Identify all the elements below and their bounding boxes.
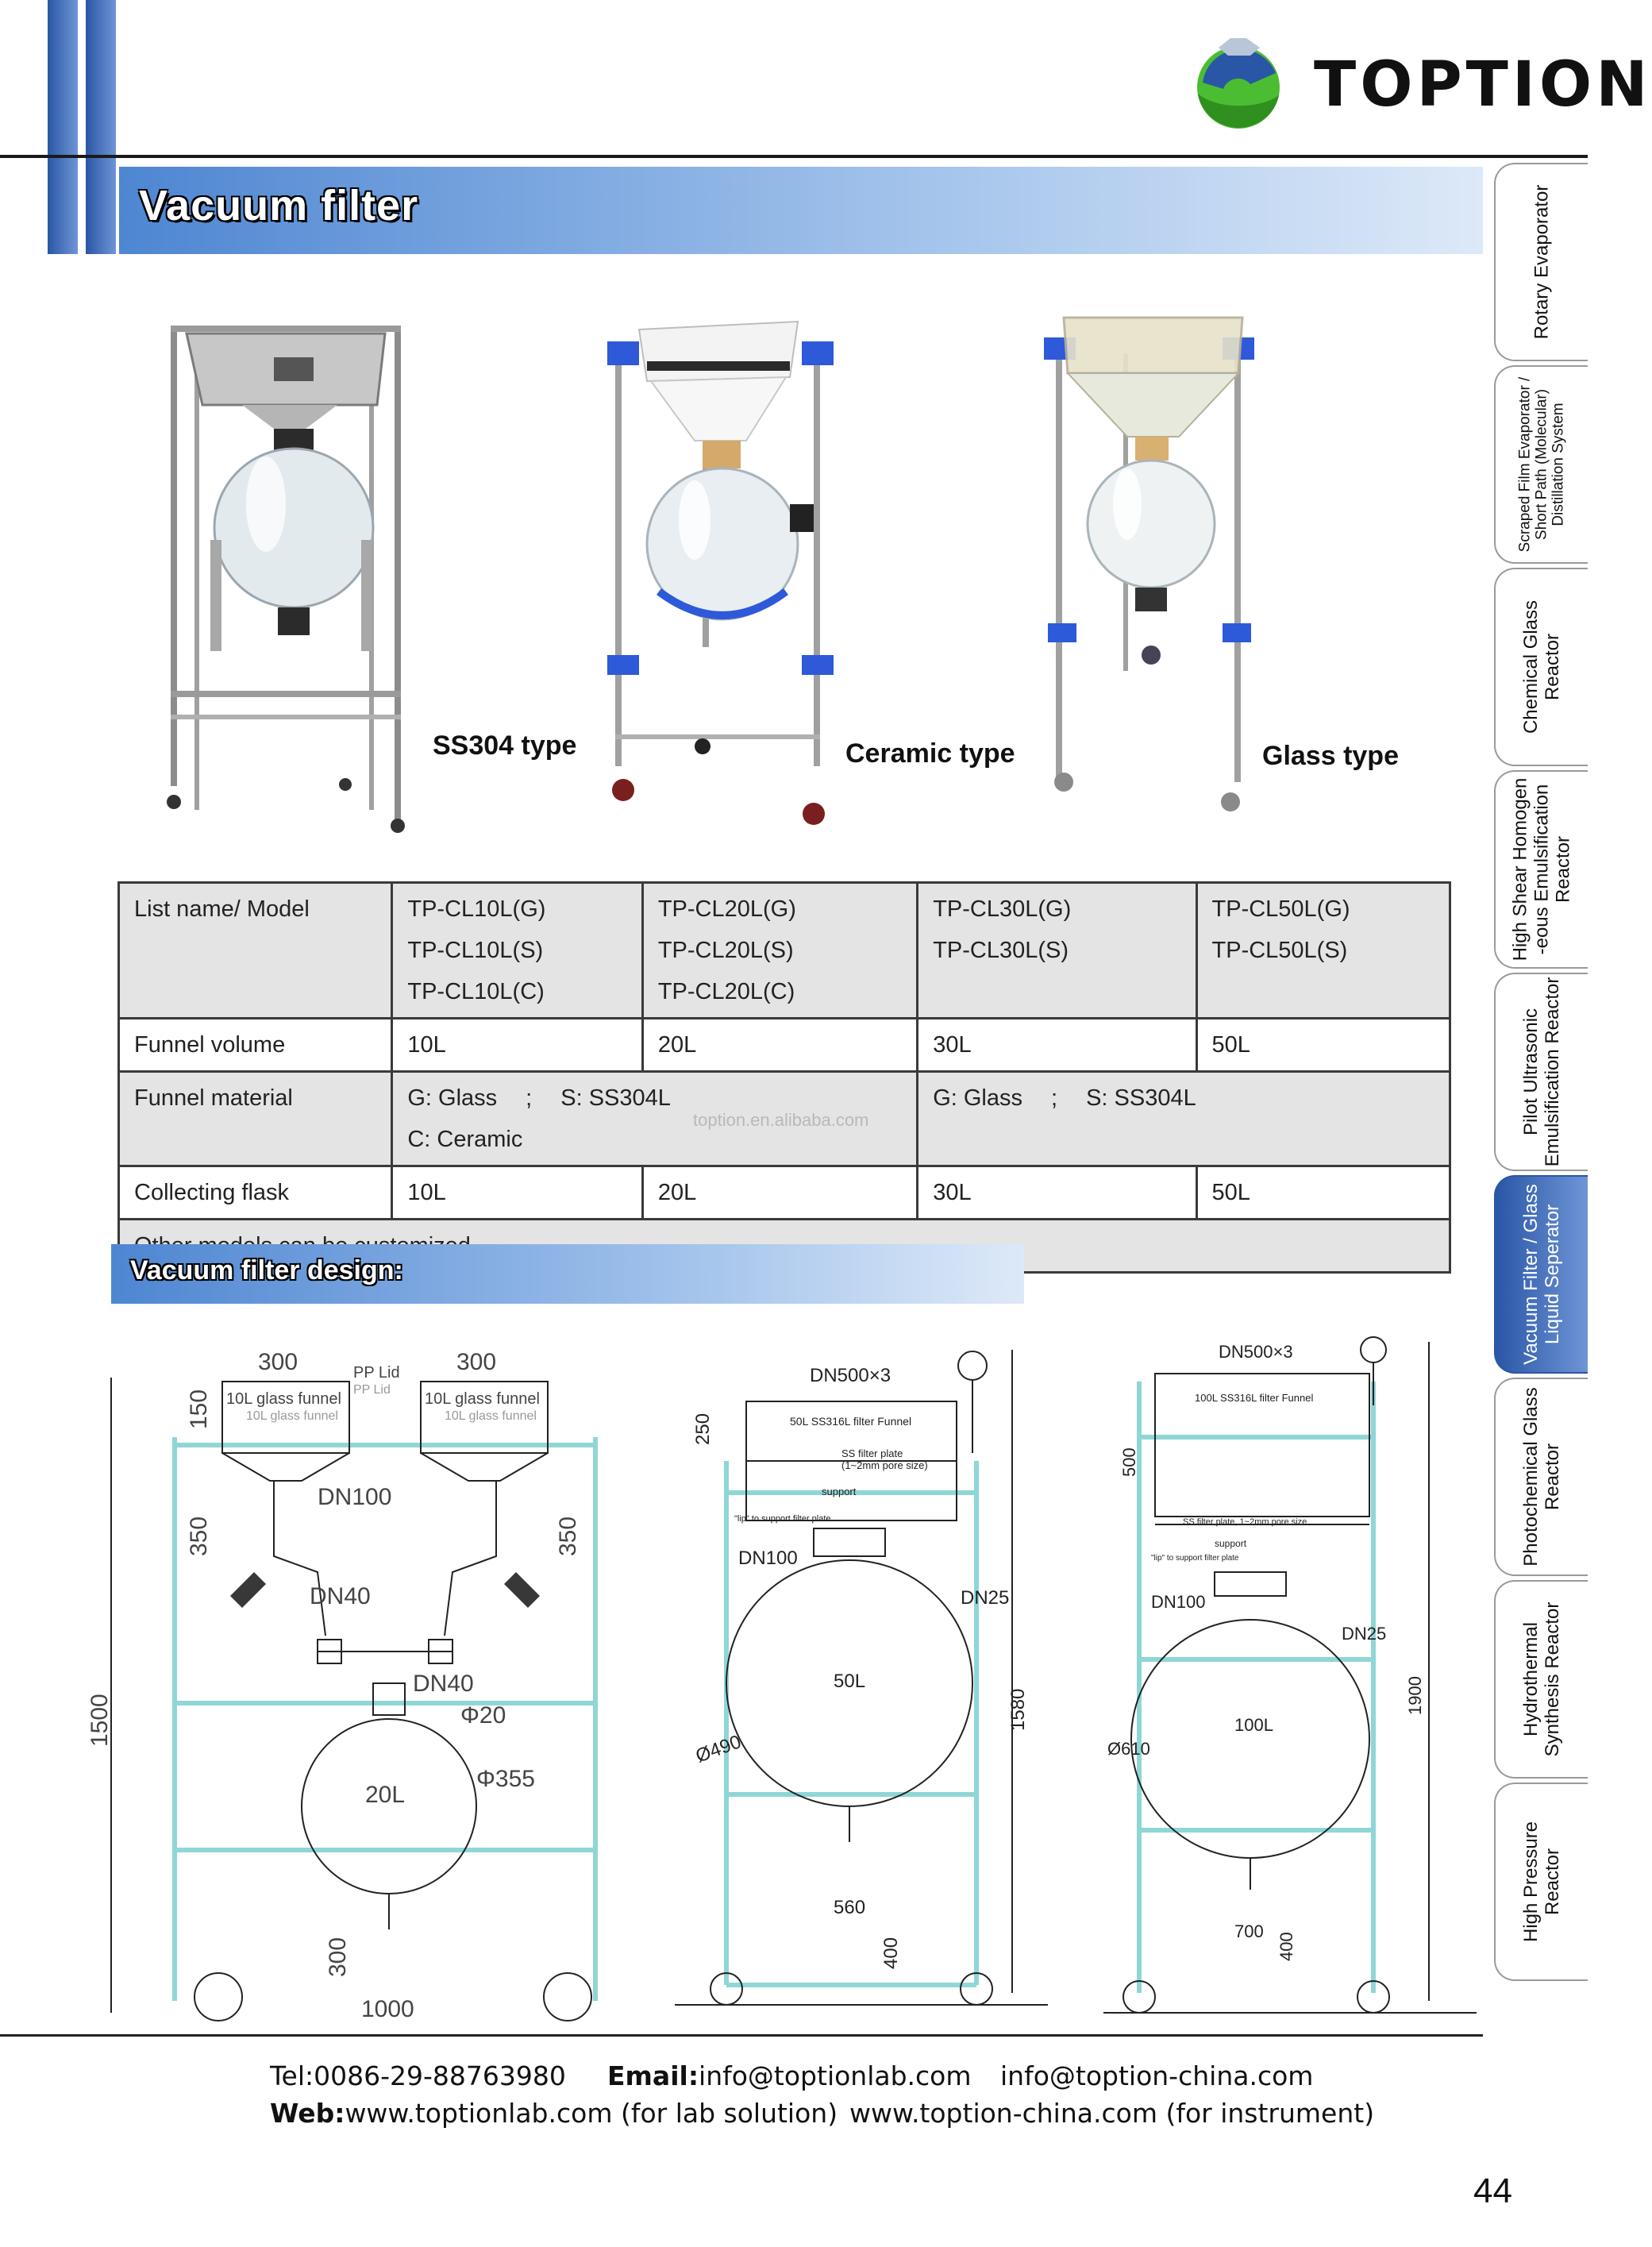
- dim-dn500: DN500×3: [1219, 1342, 1293, 1362]
- model-name: TP-CL30L(G): [933, 896, 1072, 922]
- table-cell: 50L: [1196, 1166, 1450, 1220]
- tel-label: Tel:: [270, 2060, 314, 2091]
- material-steel: S: SS304L: [1086, 1085, 1196, 1111]
- table-cell-models-10l: [392, 883, 642, 1019]
- side-tab-vacuum-filter[interactable]: [1494, 1175, 1588, 1374]
- contact-email-1: [607, 2060, 972, 2091]
- contact-web-2: [849, 2098, 1374, 2129]
- dim-1500: 1500: [87, 1694, 113, 1747]
- funnel-label-50l: 50L SS316L filter Funnel: [790, 1415, 912, 1428]
- web-link-2[interactable]: www.toption-china.com (for instrument): [849, 2098, 1375, 2129]
- side-tab-chemical-glass-reactor[interactable]: [1494, 568, 1588, 766]
- side-tab-label: High Shear Homogen -eous Emulsification Reactor: [1509, 777, 1574, 962]
- contact-email-2: [1000, 2060, 1313, 2091]
- dim-1000: 1000: [361, 1996, 414, 2022]
- table-cell: 10L: [392, 1019, 642, 1072]
- table-cell-models-50l: [1196, 883, 1450, 1019]
- product-ceramic: [583, 306, 1015, 846]
- product-label-ss304: SS304 type: [433, 730, 577, 761]
- support-label: support: [1215, 1538, 1247, 1549]
- dim-400: 400: [1277, 1932, 1296, 1961]
- tel-value: 0086-29-88763980: [314, 2060, 566, 2091]
- side-tab-photochemical-reactor[interactable]: [1494, 1378, 1588, 1576]
- table-row-funnel-volume: [119, 1019, 1450, 1072]
- drawing-20l-design: [87, 1334, 643, 2033]
- brand-logo: [1187, 32, 1652, 135]
- dim-400: 400: [880, 1937, 902, 1969]
- material-glass: G: Glass: [933, 1085, 1022, 1111]
- model-name: TP-CL50L(S): [1211, 938, 1348, 963]
- funnel-label-100l: 100L SS316L filter Funnel: [1195, 1392, 1314, 1404]
- dim-dn40-upper: DN40: [310, 1583, 371, 1609]
- filter-plate-label: SS filter plate: [841, 1447, 903, 1459]
- web-label: Web:: [270, 2098, 345, 2129]
- dim-dn25: DN25: [961, 1587, 1010, 1609]
- model-name: TP-CL50L(G): [1211, 896, 1350, 922]
- filter-pore-label: (1~2mm pore size): [841, 1459, 928, 1471]
- side-tab-high-pressure-reactor[interactable]: [1494, 1783, 1588, 1981]
- dim-dn500: DN500×3: [810, 1365, 891, 1386]
- model-name: TP-CL10L(G): [407, 896, 546, 922]
- dim-1900: 1900: [1405, 1676, 1425, 1715]
- side-tab-label: Scraped Film Evaporator / Short Path (Molecular) Distillation System: [1516, 376, 1567, 553]
- glass-filter-image: [1020, 306, 1282, 830]
- header-rule: [0, 155, 1588, 158]
- table-row-collecting-flask: [119, 1166, 1450, 1220]
- dim-phi610: Ø610: [1107, 1739, 1150, 1759]
- dim-300-right: 300: [456, 1349, 497, 1375]
- flask-label-50l: 50L: [834, 1671, 866, 1692]
- dim-phi490: Ø490: [692, 1731, 745, 1767]
- pp-lid-label: PP Lid: [353, 1364, 400, 1382]
- dim-500: 500: [1119, 1447, 1139, 1477]
- side-tab-high-shear-reactor[interactable]: [1494, 770, 1588, 969]
- funnel-label-left: 10L glass funnel: [226, 1390, 341, 1408]
- dim-phi20: Φ20: [460, 1702, 506, 1729]
- table-cell-label: Funnel material: [119, 1072, 392, 1166]
- dim-dn25: DN25: [1342, 1624, 1387, 1644]
- side-tab-hydrothermal-reactor[interactable]: [1494, 1580, 1588, 1779]
- table-row-models: [119, 883, 1450, 1019]
- dim-350-left: 350: [186, 1516, 212, 1556]
- material-ceramic: C: Ceramic: [407, 1127, 523, 1152]
- side-tab-label: Hydrothermal Synthesis Reactor: [1520, 1601, 1563, 1757]
- dim-300-left: 300: [258, 1349, 298, 1375]
- flask-label-100l: 100L: [1234, 1715, 1273, 1735]
- product-label-glass: Glass type: [1262, 741, 1399, 771]
- model-name: TP-CL20L(C): [657, 979, 795, 1004]
- product-label-ceramic: Ceramic type: [845, 738, 1015, 769]
- flask-label-20l: 20L: [365, 1782, 406, 1808]
- funnel-label-right: 10L glass funnel: [425, 1390, 540, 1408]
- dim-560: 560: [834, 1897, 866, 1918]
- web-link-1[interactable]: www.toptionlab.com (for lab solution): [345, 2098, 838, 2129]
- header-decor-bar-right: [86, 0, 116, 254]
- drawing-100l-svg: [1103, 1334, 1477, 2033]
- table-cell: 30L: [918, 1019, 1196, 1072]
- dim-1580: 1580: [1007, 1688, 1029, 1731]
- design-title-band: [111, 1244, 1024, 1304]
- material-glass: G: Glass: [407, 1085, 498, 1111]
- table-cell-label: Collecting flask: [119, 1166, 392, 1220]
- design-title: Vacuum filter design:: [130, 1255, 403, 1285]
- lip-label: "lip" to support filter plate: [734, 1514, 831, 1524]
- side-tab-label: Pilot Ultrasonic Emulsification Reactor: [1520, 977, 1563, 1167]
- side-tab-scraped-film-evaporator[interactable]: [1494, 365, 1588, 564]
- logo-mark-icon: [1187, 32, 1290, 135]
- brand-name: TOPTION: [1314, 49, 1652, 121]
- table-cell-models-30l: [918, 883, 1196, 1019]
- ceramic-filter-image: [583, 306, 853, 846]
- table-cell-material-group2: [918, 1072, 1450, 1166]
- dim-700: 700: [1234, 1921, 1264, 1941]
- dim-dn100: DN100: [318, 1484, 392, 1510]
- dim-dn100: DN100: [1151, 1592, 1206, 1612]
- table-cell-models-20l: [642, 883, 917, 1019]
- email-link-1[interactable]: info@toptionlab.com: [699, 2060, 972, 2091]
- watermark: toption.en.alibaba.com: [693, 1110, 869, 1130]
- model-name: TP-CL20L(G): [657, 896, 796, 922]
- product-glass: [1020, 306, 1399, 830]
- footer-rule: [0, 2034, 1483, 2037]
- model-name: TP-CL10L(S): [407, 938, 544, 963]
- funnel-sublabel-left: 10L glass funnel: [246, 1409, 338, 1423]
- email-link-2[interactable]: info@toption-china.com: [1000, 2060, 1314, 2091]
- side-tab-rotary-evaporator[interactable]: [1494, 163, 1588, 361]
- table-cell-label: Funnel volume: [119, 1019, 392, 1072]
- side-tab-label: High Pressure Reactor: [1520, 1821, 1563, 1943]
- ss304-filter-image: [155, 318, 441, 834]
- material-separator: ;: [1051, 1085, 1058, 1111]
- page-number: 44: [1473, 2172, 1512, 2210]
- table-cell: 50L: [1196, 1019, 1450, 1072]
- side-tab-label: Rotary Evaporator: [1531, 184, 1553, 340]
- side-tab-label: Vacuum Filter / Glass Liquid Seperator: [1520, 1184, 1563, 1365]
- drawing-20l-svg: [87, 1334, 643, 2033]
- side-tab-label: Chemical Glass Reactor: [1520, 599, 1563, 734]
- table-cell: 10L: [392, 1166, 642, 1220]
- material-steel: S: SS304L: [560, 1085, 671, 1111]
- header-decor-bar-left: [48, 0, 78, 254]
- table-cell: 20L: [642, 1019, 917, 1072]
- model-name: TP-CL10L(C): [407, 979, 545, 1004]
- dim-300-bottom: 300: [325, 1937, 351, 1977]
- side-tab-pilot-ultrasonic-reactor[interactable]: [1494, 973, 1588, 1171]
- table-cell-model-label: List name/ Model: [119, 883, 392, 1019]
- page-title-band: [119, 167, 1483, 254]
- dim-phi355: Φ355: [476, 1766, 535, 1792]
- contact-row-1: [270, 2060, 566, 2091]
- table-cell: 30L: [918, 1166, 1196, 1220]
- contact-row-2: [270, 2098, 838, 2129]
- support-label: support: [822, 1486, 857, 1497]
- product-ss304: [155, 318, 577, 834]
- drawing-50l-design: [675, 1334, 1048, 2033]
- table-cell: 20L: [642, 1166, 917, 1220]
- dim-250: 250: [692, 1413, 714, 1445]
- drawing-100l-design: [1103, 1334, 1477, 2033]
- dim-350-right: 350: [555, 1516, 581, 1556]
- dim-dn40-lower: DN40: [413, 1671, 474, 1697]
- dim-dn100: DN100: [738, 1547, 798, 1569]
- model-name: TP-CL30L(S): [933, 938, 1069, 963]
- email-label: Email:: [607, 2060, 699, 2091]
- drawing-50l-svg: [675, 1334, 1048, 2033]
- funnel-sublabel-right: 10L glass funnel: [445, 1409, 537, 1423]
- material-separator: ;: [526, 1085, 533, 1111]
- lip-label: "lip" to support filter plate: [1151, 1554, 1239, 1563]
- model-name: TP-CL20L(S): [657, 938, 794, 963]
- pp-lid-sublabel: PP Lid: [353, 1383, 391, 1397]
- page-title: Vacuum filter: [139, 182, 419, 229]
- filter-plate-label: SS filter plate, 1~2mm pore size: [1183, 1517, 1307, 1527]
- side-tab-label: Photochemical Glass Reactor: [1520, 1387, 1563, 1567]
- dim-150: 150: [186, 1389, 212, 1429]
- spec-table: [117, 881, 1451, 1274]
